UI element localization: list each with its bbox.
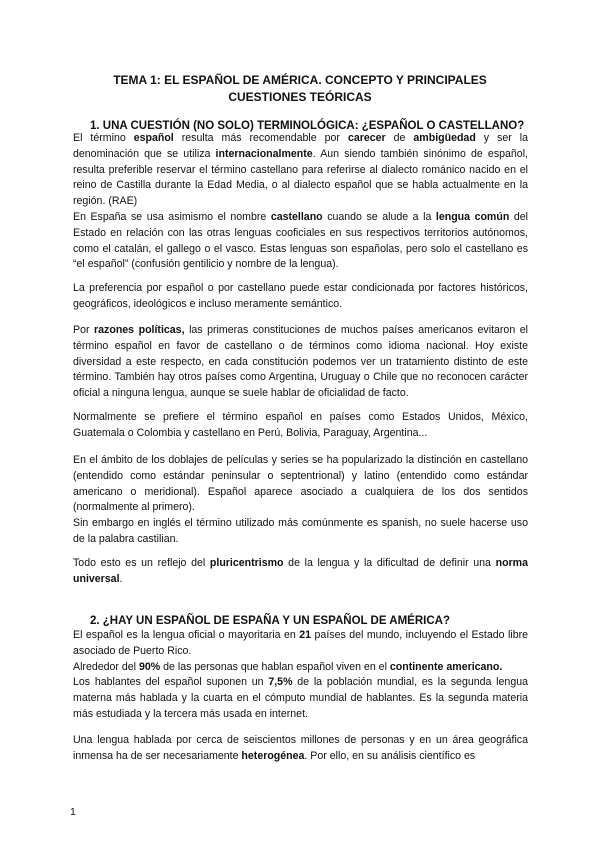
s1-paragraph-8: Todo esto es un reflejo del pluricentrismo de la lengua y la dificultad de definir una norma universal.	[73, 557, 528, 585]
s2-paragraph-2: Alrededor del 90% de las personas que hablan español viven en el continente americano.	[73, 660, 503, 673]
s2-paragraph-1: El español es la lengua oficial o mayoritaria en 21 países del mundo, incluyendo el Estado libre asociado de Puerto Rico.	[73, 629, 529, 657]
s2-paragraph-3: Los hablantes del español suponen un 7,5% de la población mundial, es la segunda lengua materna más hablada y la cuarta en el cómputo mundial de hablantes. Es la segunda materia más estudiada y la tercera más usada en internet.	[73, 676, 528, 720]
s1-paragraph-4: Por razones políticas, las primeras constituciones de muchos países americanos evitaron el término español en favor de castellano o de términos como idioma nacional. Hoy existe diversidad a este respecto, en cada constitución podemos ver un tratamiento distinto de este término. También hay otros países como Argentina, Uruguay o Chile que no reconocen carácter oficial a ninguna lengua, aunque se suele hablar de oficialidad de facto.	[73, 324, 529, 400]
s1-paragraph-6: En el ámbito de los doblajes de películas y series se ha popularizado la distinción en castellano (entendido como estándar peninsular o septentrional) y latino (entendido como estándar americano o meridional). Español aparece asociado a cualquiera de los dos sentidos (normalmente al primero).	[73, 454, 528, 514]
section-1-paragraph-block	[73, 131, 528, 273]
s1-paragraph-5: Normalmente se prefiere el término español en países como Estados Unidos, México, Guatemala o Colombia y castellano en Perú, Bolivia, Paraguay, Argentina...	[73, 411, 528, 439]
title-line-1: TEMA 1: EL ESPAÑOL DE AMÉRICA. CONCEPTO Y PRINCIPALES	[113, 73, 487, 87]
section-2-heading: 2. ¿HAY UN ESPAÑOL DE ESPAÑA Y UN ESPAÑOL DE AMÉRICA?	[90, 615, 450, 627]
s1-paragraph-7: Sin embargo en inglés el término utilizado más comúnmente es spanish, no suele hacerse uso de la palabra castilian.	[73, 517, 528, 545]
s1-paragraph-2: En España se usa asimismo el nombre castellano cuando se alude a la lengua común del Estado en relación con las otras lenguas cooficiales en sus respectivos territorios autónomos, como el catalán, el gallego o el vasco. Estas lenguas son españolas, pero solo el castellano es “el español” (confusión gentilicio y nombre de la lengua).	[73, 210, 528, 271]
s2-paragraph-4: Una lengua hablada por cerca de seiscientos millones de personas y en un área geográfica inmensa ha de ser necesariamente heterogénea. Por ello, en su análisis científico es	[73, 734, 528, 762]
document-title	[60, 72, 540, 106]
section-2-paragraph-block	[73, 628, 528, 723]
page-number: 1	[70, 806, 76, 818]
s1-paragraph-3: La preferencia por español o por castellano puede estar condicionada por factores históricos, geográficos, ideológicos e incluso meramente semántico.	[73, 282, 528, 310]
section-1-heading: 1. UNA CUESTIÓN (NO SOLO) TERMINOLÓGICA: ¿ESPAÑOL O CASTELLANO?	[90, 120, 525, 132]
s1-paragraph-block-2	[73, 453, 528, 548]
title-line-2: CUESTIONES TEÓRICAS	[228, 90, 372, 104]
s1-paragraph-1: El término español resulta más recomendable por carecer de ambigüedad y ser la denominación que se utiliza internacionalmente. Aun siendo también sinónimo de español, resulta preferible reservar el término castellano para referirse al dialecto románico nacido en el reino de Castilla durante la Edad Media, o al dialecto español que se habla actualmente en la región. (RAE)	[73, 132, 529, 208]
